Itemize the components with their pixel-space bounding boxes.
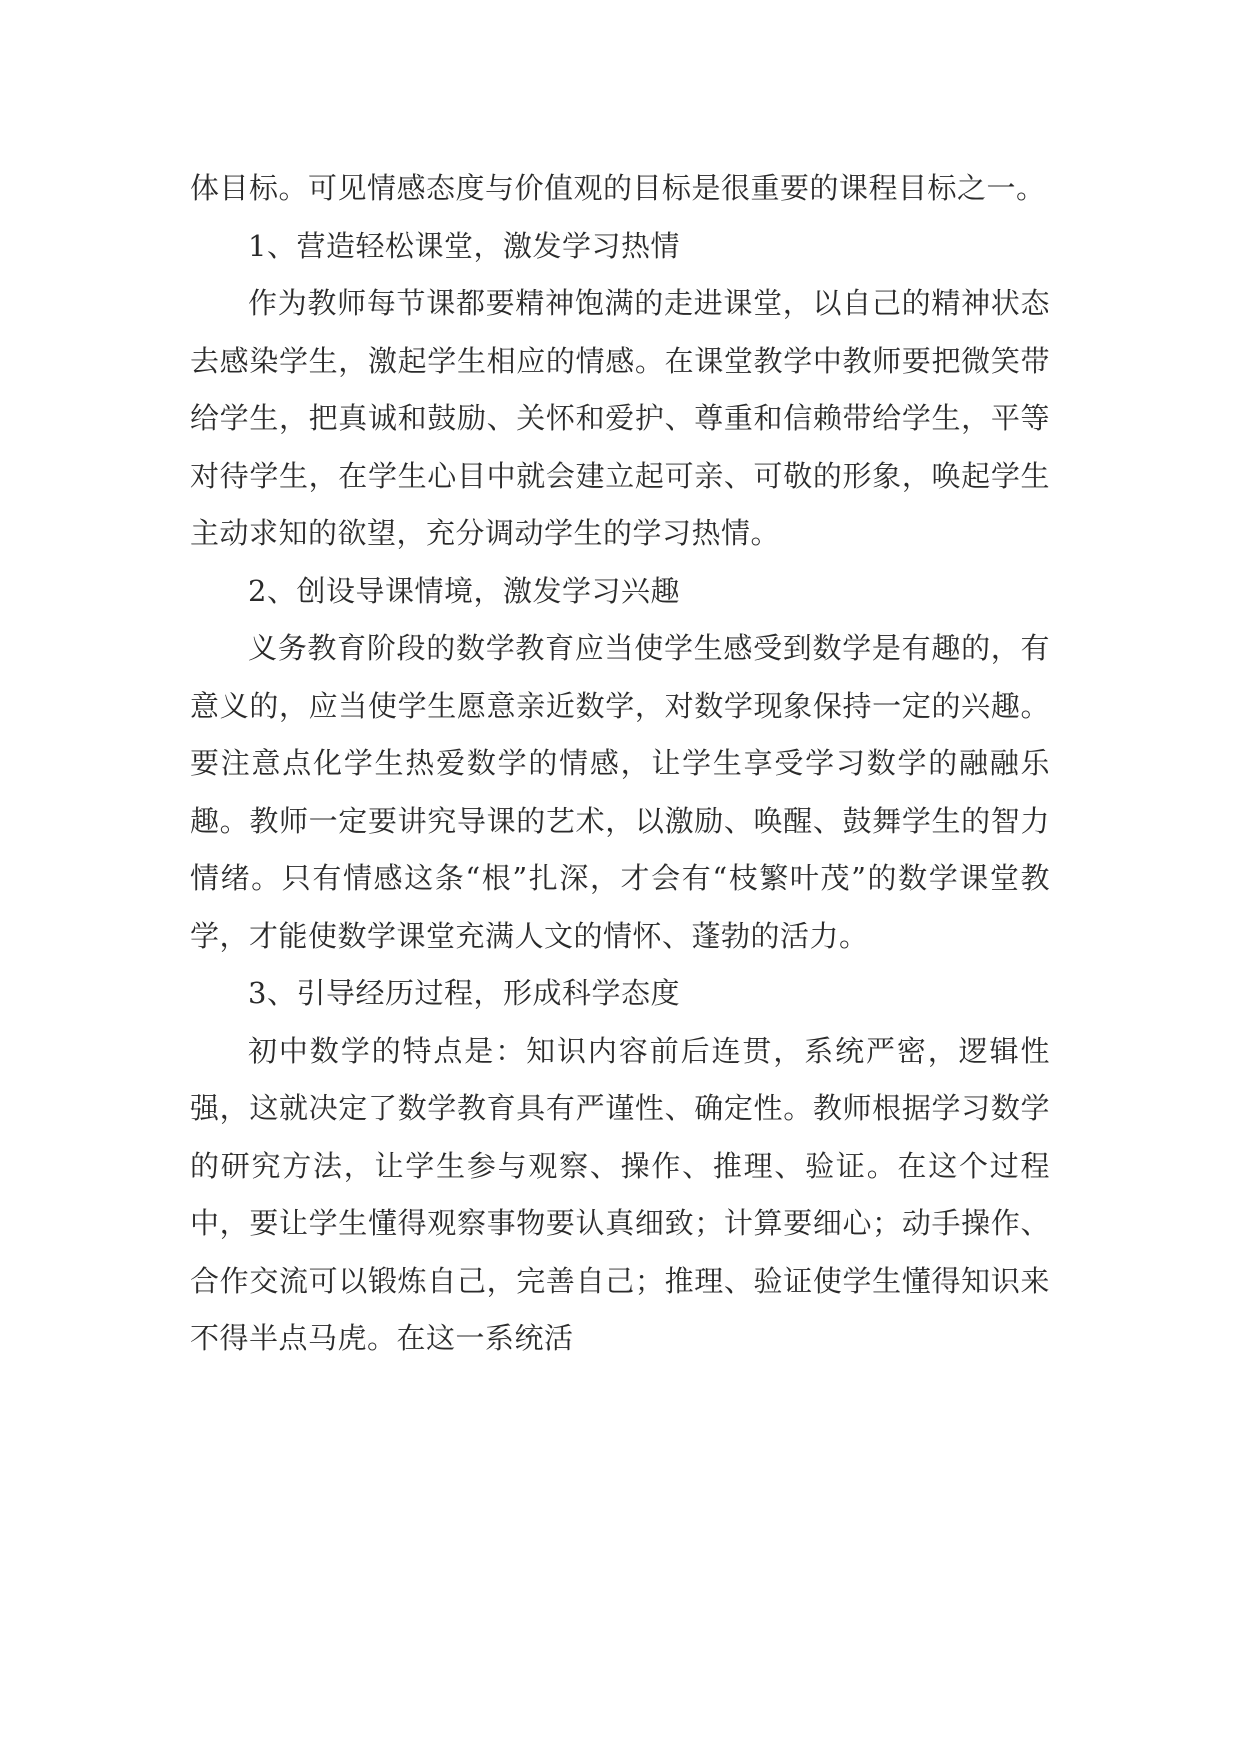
paragraph-1: 作为教师每节课都要精神饱满的走进课堂，以自己的精神状态去感染学生，激起学生相应的情感。在课堂教学中教师要把微笑带给学生，把真诚和鼓励、关怀和爱护、尊重和信赖带给学生，平等对待学生，在学生心目中就会建立起可亲、可敬的形象，唤起学生主动求知的欲望，充分调动学生的学习热情。 <box>190 286 1050 550</box>
section-heading-2: 2、创设导课情境，激发学习兴趣 <box>248 573 680 608</box>
document-body <box>190 160 1050 1368</box>
section-heading-3: 3、引导经历过程，形成科学态度 <box>248 976 680 1010</box>
paragraph-continued: 体目标。可见情感态度与价值观的目标是很重要的课程目标之一。 <box>190 171 1046 205</box>
paragraph-2: 义务教育阶段的数学教育应当使学生感受到数学是有趣的，有意义的，应当使学生愿意亲近数学，对数学现象保持一定的兴趣。要注意点化学生热爱数学的情感，让学生享受学习数学的融融乐趣。教师一定要讲究导课的艺术，以激励、唤醒、鼓舞学生的智力情绪。只有情感这条“根”扎深，才会有“枝繁叶茂”的数学课堂教学，才能使数学课堂充满人文的情怀、蓬勃的活力。 <box>190 631 1050 953</box>
section-heading-1: 1、营造轻松课堂，激发学习热情 <box>248 228 680 263</box>
paragraph-3: 初中数学的特点是：知识内容前后连贯，系统严密，逻辑性强，这就决定了数学教育具有严谨性、确定性。教师根据学习数学的研究方法，让学生参与观察、操作、推理、验证。在这个过程中，要让学生懂得观察事物要认真细致；计算要细心；动手操作、合作交流可以锻炼自己，完善自己；推理、验证使学生懂得知识来不得半点马虎。在这一系统活 <box>190 1033 1050 1355</box>
